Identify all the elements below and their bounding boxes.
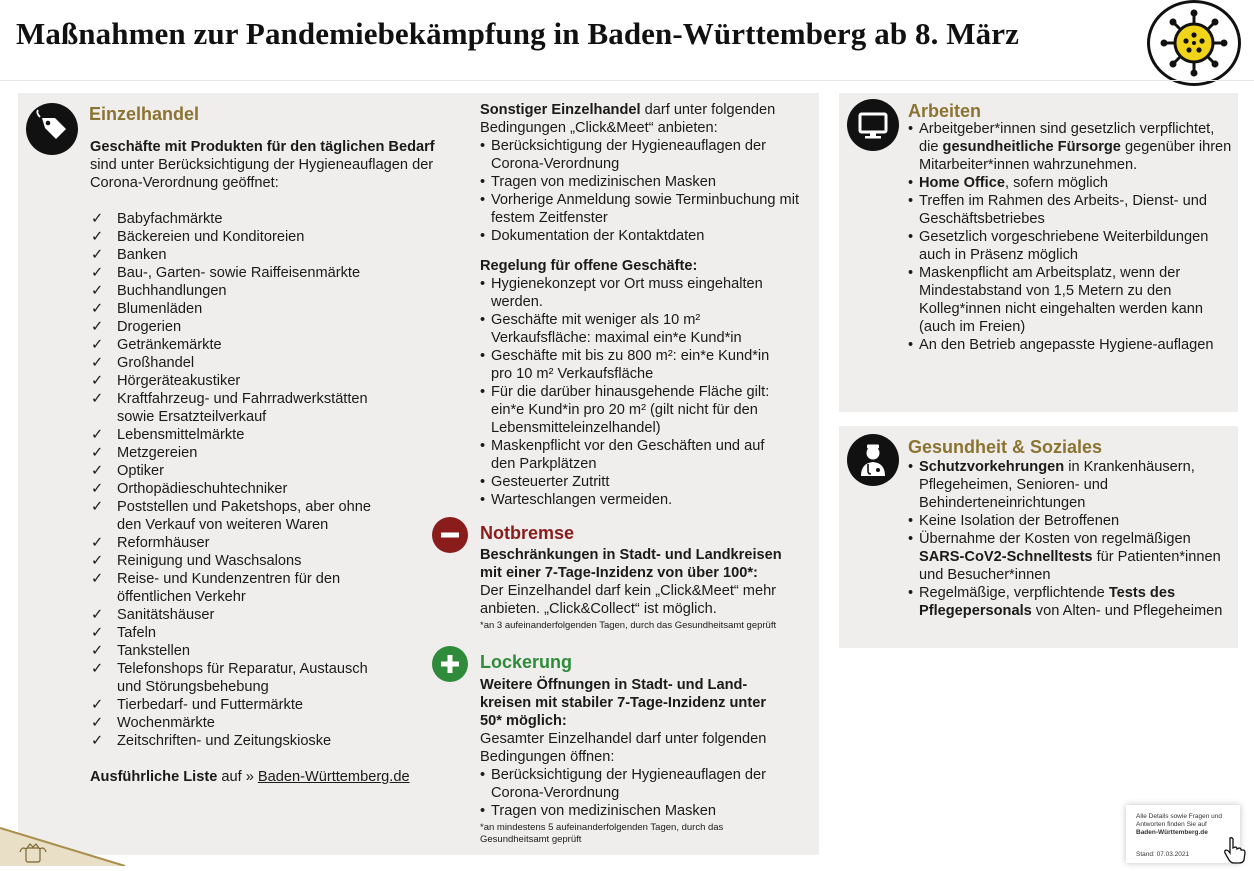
open-shops-rules-list: [480, 275, 780, 509]
sonstiger-bold: Sonstiger Einzelhandel: [480, 102, 641, 118]
list-item: [908, 228, 1233, 264]
list-item-text: Getränkemärkte: [117, 337, 222, 353]
list-item-text: Geschäfte mit bis zu 800 m²: ein*e Kund*in pro 10 m² Verkaufsfläche: [491, 348, 770, 382]
checkmark-icon: ✓: [91, 463, 104, 479]
checkmark-icon: ✓: [91, 265, 104, 281]
lockerung-bold: Weitere Öffnungen in Stadt- und Land-kreisen mit stabiler 7-Tage-Inzidenz unter 50* möglich:: [480, 677, 766, 729]
list-item-text: Reformhäuser: [117, 535, 210, 551]
checkmark-icon: ✓: [91, 643, 104, 659]
bullet: •: [480, 438, 486, 454]
bullet: •: [908, 193, 914, 209]
offene-heading: Regelung für offene Geschäfte:: [480, 258, 698, 274]
checkmark-icon: ✓: [91, 535, 104, 551]
checkmark-icon: ✓: [91, 661, 104, 677]
list-item: [480, 191, 815, 227]
list-item: [480, 137, 815, 173]
info-card-stand: Stand: 07.03.2021: [1136, 851, 1190, 858]
list-item-text: Zeitschriften- und Zeitungskioske: [117, 733, 332, 749]
checkmark-icon: ✓: [91, 301, 104, 317]
list-item: [480, 802, 780, 820]
list-item: [90, 462, 390, 480]
checkmark-icon: ✓: [91, 553, 104, 569]
detailed-list-link[interactable]: Baden-Württemberg.de: [257, 769, 410, 785]
bullet: •: [908, 229, 914, 245]
list-item: [908, 264, 1233, 336]
list-item-text: Berücksichtigung der Hygieneauflagen der Corona-Verordnung: [491, 138, 767, 172]
list-item-text: Poststellen und Paketshops, aber ohne den Verkauf von weiteren Waren: [117, 499, 371, 533]
list-item: [908, 192, 1233, 228]
list-item: [480, 383, 780, 437]
notbremse-bold: Beschränkungen in Stadt- und Landkreisen mit einer 7-Tage-Inzidenz von über 100*:: [480, 547, 782, 581]
work-rule-text: Gesetzlich vorgeschriebene Weiterbildungen auch in Präsenz möglich: [919, 229, 1209, 263]
list-item-text: Berücksichtigung der Hygieneauflagen der Corona-Verordnung: [491, 767, 767, 801]
checkmark-icon: ✓: [91, 319, 104, 335]
bullet: •: [480, 192, 486, 208]
einzelhandel-intro: [90, 138, 450, 192]
list-item-text: Sanitätshäuser: [117, 607, 215, 623]
health-rule-text: für Patienten*innen und Besucher*innen: [919, 549, 1221, 583]
list-item-text: Tafeln: [117, 625, 156, 641]
list-item-text: Tragen von medizinischen Masken: [491, 174, 716, 190]
list-item: [90, 426, 390, 444]
einzelhandel-intro-bold: Geschäfte mit Produkten für den täglichen Bedarf: [90, 139, 435, 155]
monitor-icon: [847, 99, 899, 151]
bullet: •: [480, 384, 486, 400]
list-item-text: Metzgereien: [117, 445, 198, 461]
list-item-text: Großhandel: [117, 355, 195, 371]
list-item: [90, 300, 390, 318]
bullet: •: [908, 513, 914, 529]
list-item-text: Für die darüber hinausgehende Fläche gilt: ein*e Kund*in pro 20 m² (gilt nicht für den Lebensmitteleinzelhandel): [491, 384, 770, 436]
list-item: [90, 480, 390, 498]
health-rule-bold: Tests des Pflegepersonals: [919, 585, 1176, 619]
checkmark-icon: ✓: [91, 391, 104, 407]
work-rule-text: An den Betrieb angepasste Hygiene-auflagen: [919, 337, 1214, 353]
checkmark-icon: ✓: [91, 697, 104, 713]
bullet: •: [908, 585, 914, 601]
lockerung-heading: Lockerung: [480, 652, 573, 672]
bullet: •: [908, 459, 914, 475]
state-crest-logo: [0, 818, 130, 866]
list-item: [480, 347, 780, 383]
checkmark-icon: ✓: [91, 283, 104, 299]
info-card-text: [1136, 813, 1232, 837]
list-item: [90, 552, 390, 570]
bullet: •: [480, 348, 486, 364]
bullet: •: [480, 803, 486, 819]
list-item-text: Reise- und Kundenzentren für den öffentlichen Verkehr: [117, 571, 341, 605]
list-item: [90, 534, 390, 552]
list-item: [480, 227, 815, 245]
price-tag-icon: [26, 103, 78, 155]
health-rule-text: von Alten- und Pflegeheimen: [1031, 603, 1223, 619]
list-item: [90, 228, 390, 246]
list-item: [480, 437, 780, 473]
einzelhandel-intro-text: sind unter Berücksichtigung der Hygieneauflagen der Corona-Verordnung geöffnet:: [90, 157, 434, 191]
notbremse-footnote: *an 3 aufeinanderfolgenden Tagen, durch das Gesundheitsamt geprüft: [480, 620, 777, 631]
list-item-text: Kraftfahrzeug- und Fahrradwerkstätten sowie Ersatzteilverkauf: [117, 391, 368, 425]
list-item-text: Bäckereien und Konditoreien: [117, 229, 305, 245]
bullet: •: [480, 767, 486, 783]
checkmark-icon: ✓: [91, 499, 104, 515]
checkmark-icon: ✓: [91, 211, 104, 227]
list-item-text: Banken: [117, 247, 167, 263]
list-item: [908, 458, 1233, 512]
checkmark-icon: ✓: [91, 571, 104, 587]
list-item: [90, 642, 390, 660]
detailed-list-separator: auf »: [217, 769, 258, 785]
bullet: •: [908, 121, 914, 137]
checkmark-icon: ✓: [91, 337, 104, 353]
list-item: [908, 336, 1233, 354]
list-item: [90, 336, 390, 354]
checkmark-icon: ✓: [91, 229, 104, 245]
list-item-text: Hörgeräteakustiker: [117, 373, 241, 389]
list-item-text: Optiker: [117, 463, 165, 479]
health-rule-text: Übernahme der Kosten von regelmäßigen: [919, 531, 1191, 547]
bullet: •: [480, 228, 486, 244]
list-item-text: Telefonshops für Reparatur, Austausch und Störungsbehebung: [117, 661, 368, 695]
lockerung-body: [480, 676, 770, 766]
list-item: [90, 210, 390, 228]
lockerung-conditions-list: [480, 766, 780, 820]
checkmark-icon: ✓: [91, 373, 104, 389]
work-rule-text: , sofern möglich: [1004, 175, 1108, 191]
detailed-list-line: [90, 768, 470, 786]
checkmark-icon: ✓: [91, 625, 104, 641]
health-rules-list: [908, 458, 1233, 620]
bullet: •: [480, 492, 486, 508]
list-item: [908, 174, 1233, 192]
notbremse-body: [480, 546, 800, 632]
hand-cursor-icon: [1223, 836, 1247, 864]
bullet: •: [480, 276, 486, 292]
checkmark-icon: ✓: [91, 715, 104, 731]
list-item: [90, 372, 390, 390]
notbremse-text: Der Einzelhandel darf kein „Click&Meet“ mehr anbieten. „Click&Collect“ ist möglich.: [480, 583, 777, 617]
bullet: •: [908, 175, 914, 191]
notbremse-heading: Notbremse: [480, 523, 575, 543]
list-item: [90, 354, 390, 372]
bullet: •: [480, 138, 486, 154]
list-item-text: Warteschlangen vermeiden.: [491, 492, 673, 508]
einzelhandel-heading: Einzelhandel: [89, 104, 200, 124]
page-title: Maßnahmen zur Pandemiebekämpfung in Baden-Württemberg ab 8. März: [16, 16, 1019, 51]
info-card-intro: Alle Details sowie Fragen und Antworten finden Sie auf: [1136, 813, 1222, 828]
checkmark-icon: ✓: [91, 355, 104, 371]
info-card-site[interactable]: Baden-Württemberg.de: [1136, 829, 1208, 836]
list-item-text: Buchhandlungen: [117, 283, 227, 299]
health-rule-bold: SARS-CoV2-Schnelltests: [919, 549, 1093, 565]
list-item: [908, 530, 1233, 584]
click-meet-conditions-list: [480, 137, 815, 245]
bullet: •: [480, 174, 486, 190]
sonstiger-intro: [480, 101, 815, 137]
virus-icon: [1147, 0, 1241, 86]
checkmark-icon: ✓: [91, 445, 104, 461]
checkmark-icon: ✓: [91, 247, 104, 263]
list-item: [90, 282, 390, 300]
work-rule-text: gegenüber ihren Mitarbeiter*innen wahrzunehmen.: [919, 139, 1232, 173]
list-item: [90, 714, 390, 732]
list-item-text: Orthopädieschuhtechniker: [117, 481, 288, 497]
sonstiger-text: darf unter folgenden Bedingungen „Click&Meet“ anbieten:: [480, 102, 776, 136]
bullet: •: [908, 531, 914, 547]
health-rule-text: in Krankenhäusern, Pflegeheimen, Senioren- und Behinderteneinrichtungen: [919, 459, 1195, 511]
doctor-icon: [847, 434, 899, 486]
list-item: [480, 311, 780, 347]
arbeiten-heading: Arbeiten: [908, 101, 982, 121]
list-item: [90, 264, 390, 282]
list-item: [908, 120, 1233, 174]
health-rule-text: Regelmäßige, verpflichtende: [919, 585, 1109, 601]
list-item: [480, 766, 780, 802]
list-item-text: Gesteuerter Zutritt: [491, 474, 610, 490]
minus-circle-icon: [432, 517, 468, 553]
bullet: •: [908, 337, 914, 353]
list-item: [90, 606, 390, 624]
list-item-text: Dokumentation der Kontaktdaten: [491, 228, 705, 244]
list-item: [90, 444, 390, 462]
list-item: [480, 173, 815, 191]
list-item: [90, 498, 390, 534]
list-item-text: Vorherige Anmeldung sowie Terminbuchung mit festem Zeitfenster: [491, 192, 799, 226]
list-item: [90, 318, 390, 336]
detailed-list-label: Ausführliche Liste: [90, 769, 218, 785]
list-item: [90, 696, 390, 714]
list-item-text: Lebensmittelmärkte: [117, 427, 245, 443]
header-divider: [0, 80, 1254, 81]
work-rule-bold: gesundheitliche Fürsorge: [942, 139, 1121, 155]
list-item-text: Hygienekonzept vor Ort muss eingehalten werden.: [491, 276, 763, 310]
checkmark-icon: ✓: [91, 481, 104, 497]
list-item: [90, 246, 390, 264]
list-item-text: Blumenläden: [117, 301, 203, 317]
lockerung-footnote: *an mindestens 5 aufeinanderfolgenden Tagen, durch das Gesundheitsamt geprüft: [480, 822, 724, 845]
gesundheit-heading: Gesundheit & Soziales: [908, 437, 1103, 457]
list-item: [480, 491, 780, 509]
list-item-text: Tragen von medizinischen Masken: [491, 803, 716, 819]
plus-circle-icon: [432, 646, 468, 682]
work-rule-text: Treffen im Rahmen des Arbeits-, Dienst- und Geschäftsbetriebes: [919, 193, 1207, 227]
lockerung-text: Gesamter Einzelhandel darf unter folgenden Bedingungen öffnen:: [480, 731, 767, 765]
work-rule-text: Maskenpflicht am Arbeitsplatz, wenn der Mindestabstand von 1,5 Metern zu den Kolleg*innen nicht eingehalten werden kann (auch im Freien): [919, 265, 1203, 335]
checkmark-icon: ✓: [91, 607, 104, 623]
list-item: [90, 390, 390, 426]
list-item-text: Tankstellen: [117, 643, 191, 659]
daily-needs-list: [90, 210, 390, 750]
list-item: [908, 584, 1233, 620]
list-item: [908, 512, 1233, 530]
list-item-text: Drogerien: [117, 319, 182, 335]
work-rule-bold: Home Office: [919, 175, 1005, 191]
health-rule-text: Keine Isolation der Betroffenen: [919, 513, 1120, 529]
health-rule-bold: Schutzvorkehrungen: [919, 459, 1065, 475]
bullet: •: [480, 474, 486, 490]
list-item-text: Geschäfte mit weniger als 10 m² Verkaufsfläche: maximal ein*e Kund*in: [491, 312, 742, 346]
checkmark-icon: ✓: [91, 733, 104, 749]
work-rule-text: Arbeitgeber*innen sind gesetzlich verpflichtet, die: [919, 121, 1215, 155]
list-item-text: Maskenpflicht vor den Geschäften und auf den Parkplätzen: [491, 438, 765, 472]
list-item: [90, 732, 390, 750]
list-item: [90, 660, 390, 696]
checkmark-icon: ✓: [91, 427, 104, 443]
list-item: [480, 473, 780, 491]
bullet: •: [480, 312, 486, 328]
list-item-text: Wochenmärkte: [117, 715, 215, 731]
list-item: [90, 624, 390, 642]
list-item-text: Bau-, Garten- sowie Raiffeisenmärkte: [117, 265, 361, 281]
list-item-text: Tierbedarf- und Futtermärkte: [117, 697, 304, 713]
list-item: [90, 570, 390, 606]
work-rules-list: [908, 120, 1233, 354]
list-item-text: Babyfachmärkte: [117, 211, 223, 227]
list-item-text: Reinigung und Waschsalons: [117, 553, 302, 569]
list-item: [480, 275, 780, 311]
bullet: •: [908, 265, 914, 281]
